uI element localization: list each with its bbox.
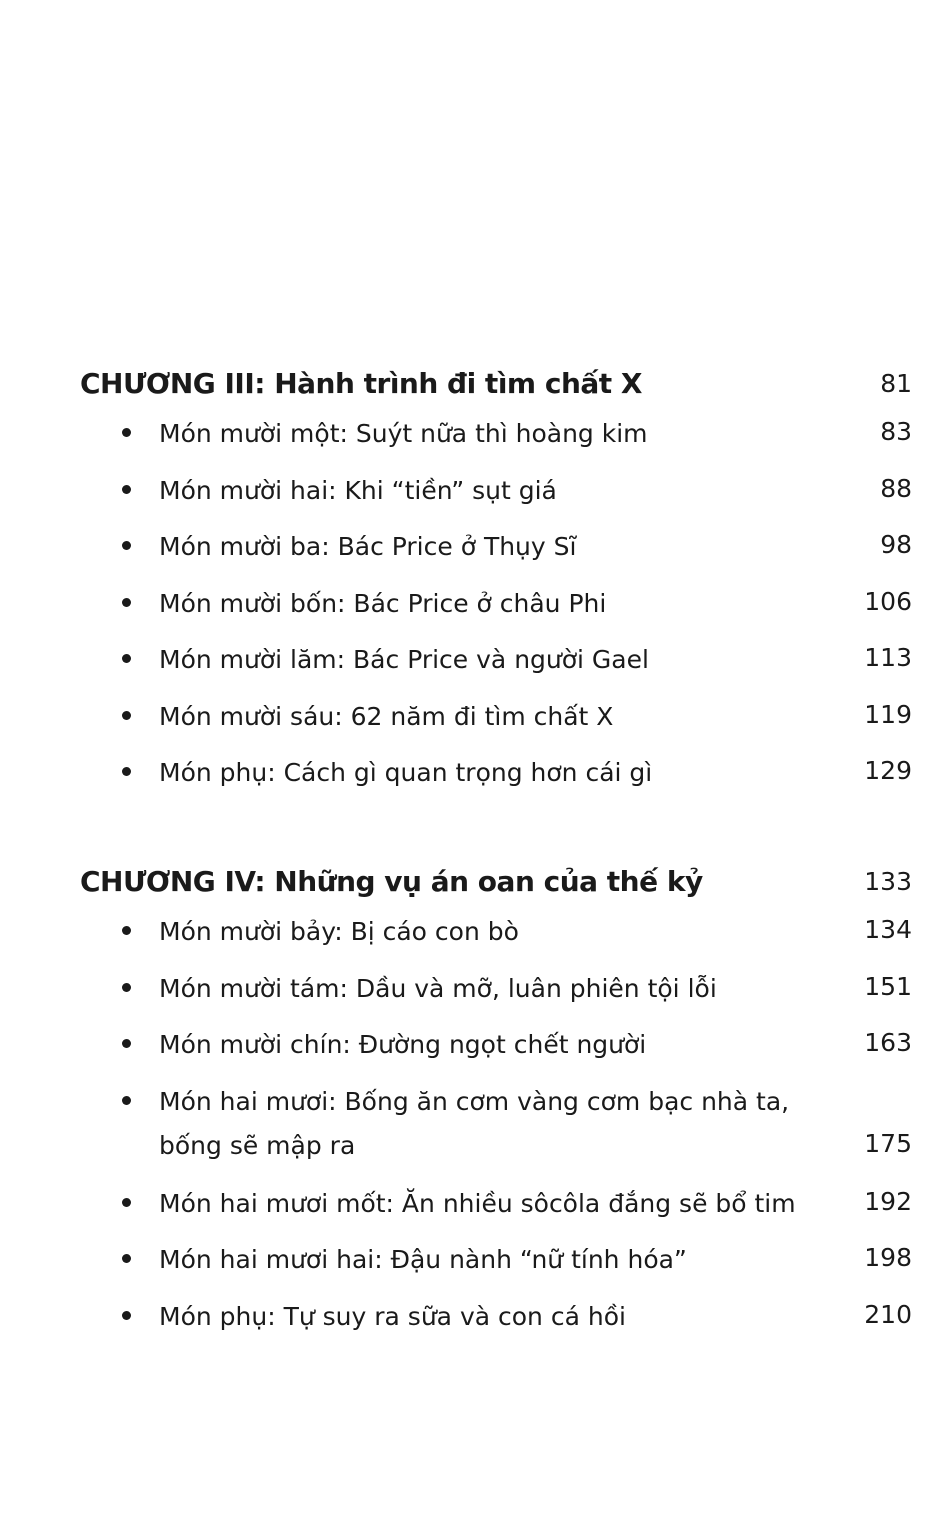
chapter-heading [80,364,912,412]
toc-entry [80,1295,912,1352]
entry-page-number: 134 [864,915,912,944]
toc-entry [80,751,912,808]
entry-page-number: 198 [864,1243,912,1272]
toc-entry [80,1023,912,1080]
bullet-icon [122,485,131,494]
chapter-4 [80,862,912,1351]
bullet-icon [122,1039,131,1048]
toc-entry [80,910,912,967]
entry-title: Món mười tám: Dầu và mỡ, luân phiên tội lỗi [159,973,717,1003]
bullet-icon [122,654,131,663]
entry-title: Món mười một: Suýt nữa thì hoàng kim [159,419,648,448]
entry-page-number: 88 [880,473,912,503]
chapter-page-number: 133 [864,867,912,896]
bullet-icon [122,541,131,550]
entry-page-number: 113 [864,643,912,672]
entry-title: Món mười ba: Bác Price ở Thụy Sĩ [159,532,577,561]
chapter-heading [80,862,912,910]
entry-page-number: 129 [864,756,912,785]
bullet-icon [122,428,131,437]
entry-title: Món phụ: Cách gì quan trọng hơn cái gì [159,758,653,787]
entry-title: Món mười lăm: Bác Price và người Gael [159,645,649,674]
entry-title: Món mười chín: Đường ngọt chết người [159,1030,647,1059]
toc-entry [80,1080,912,1182]
toc-entry [80,638,912,695]
bullet-icon [122,1198,131,1207]
entry-title: Món mười sáu: 62 năm đi tìm chất X [159,701,614,731]
entry-page-number: 163 [864,1028,912,1057]
entry-page-number: 106 [864,586,912,616]
chapter-page-number: 81 [880,369,912,398]
chapter-title: CHƯƠNG IV: Những vụ án oan của thế kỷ [80,865,703,898]
entry-page-number: 210 [864,1299,912,1329]
entry-title: Món mười hai: Khi “tiền” sụt giá [159,475,557,505]
toc-entry [80,525,912,582]
bullet-icon [122,711,131,720]
entry-title: Món phụ: Tự suy ra sữa và con cá hồi [159,1301,626,1331]
toc-entry [80,1238,912,1295]
bullet-icon [122,983,131,992]
entry-page-number: 192 [864,1186,912,1216]
toc-entry [80,412,912,469]
chapter-3 [80,364,912,808]
entry-title: Món mười bảy: Bị cáo con bò [159,917,519,946]
entry-page-number: 119 [864,699,912,729]
toc-entry [80,967,912,1024]
entry-title: Món mười bốn: Bác Price ở châu Phi [159,588,607,618]
toc-entry [80,582,912,639]
entry-page-number: 175 [864,1128,912,1158]
entry-page-number: 98 [880,530,912,559]
bullet-icon [122,926,131,935]
bullet-icon [122,1311,131,1320]
toc-entry [80,695,912,752]
toc-entry [80,469,912,526]
bullet-icon [122,767,131,776]
entry-title: Món hai mươi hai: Đậu nành “nữ tính hóa” [159,1245,687,1274]
toc-entry [80,1182,912,1239]
entry-title: Món hai mươi: Bống ăn cơm vàng cơm bạc nhà ta, bống sẽ mập ra [159,1086,790,1160]
bullet-icon [122,1254,131,1263]
entry-page-number: 83 [880,417,912,446]
bullet-icon [122,598,131,607]
entry-page-number: 151 [864,971,912,1001]
entry-title: Món hai mươi mốt: Ăn nhiều sôcôla đắng sẽ bổ tim [159,1188,796,1218]
bullet-icon [122,1096,131,1105]
chapter-title: CHƯƠNG III: Hành trình đi tìm chất X [80,367,642,400]
